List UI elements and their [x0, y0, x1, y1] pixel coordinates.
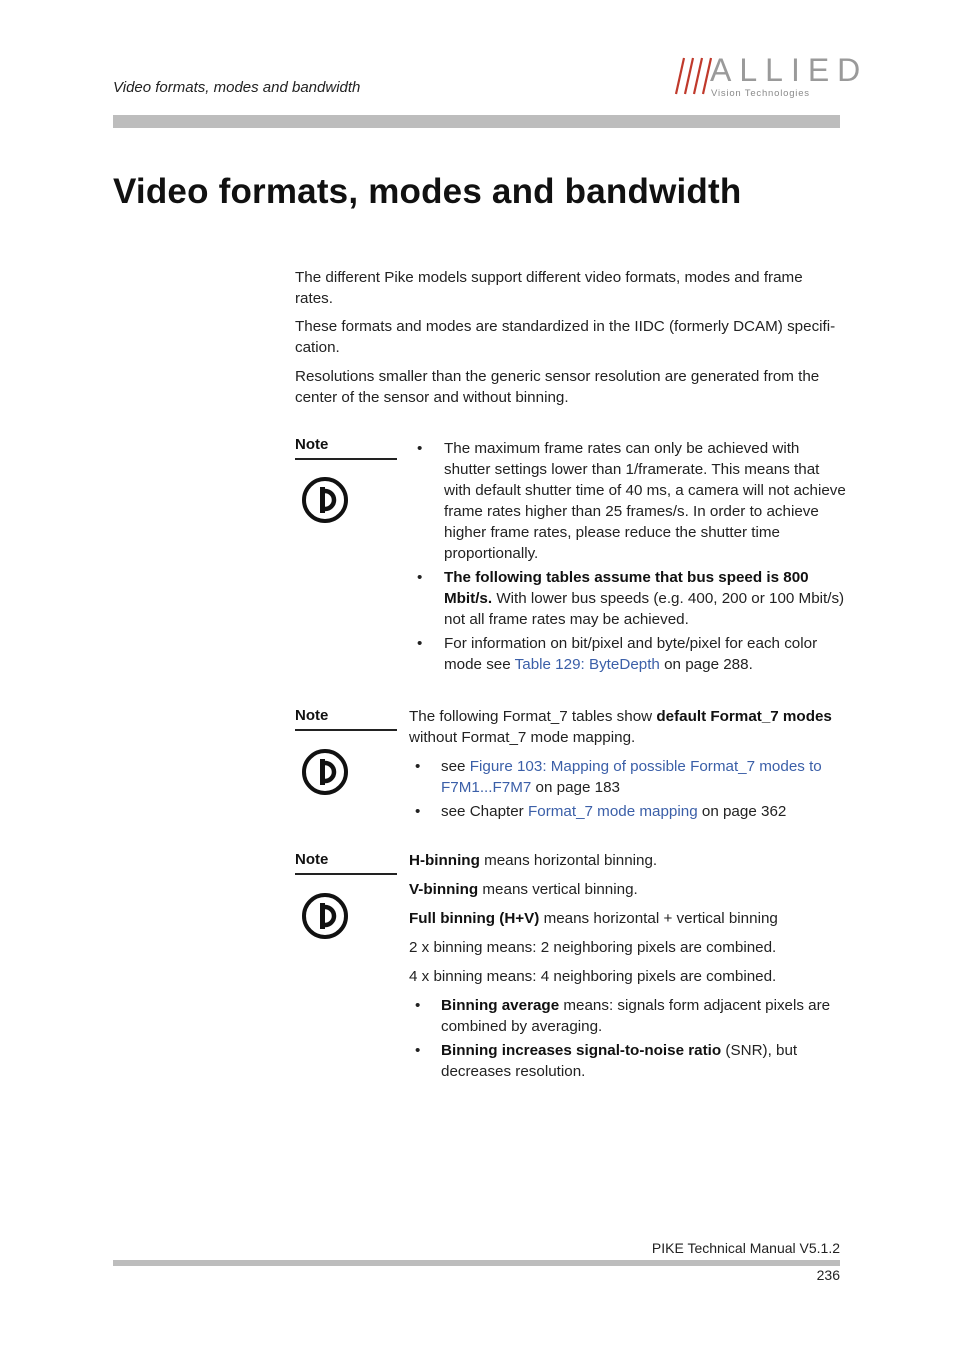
- link-figure-103[interactable]: Figure 103: Mapping of possible Format_7 modes to F7M1...F7M7: [441, 758, 822, 796]
- note-label: Note: [295, 851, 397, 875]
- logo-subtitle: Vision Technologies: [711, 88, 810, 99]
- note-3-line: Full binning (H+V) means horizontal + vertical binning: [409, 910, 778, 927]
- logo-slashes-icon: [668, 54, 712, 98]
- footer-rule: [113, 1260, 840, 1266]
- running-header: Video formats, modes and bandwidth: [113, 79, 361, 96]
- link-bytedepth-table[interactable]: Table 129: ByteDepth: [514, 656, 660, 673]
- note-3-body: [409, 850, 847, 1085]
- list-item: • For information on bit/pixel and byte/pixel for each color mode see Table 129: ByteDepth on page 288.: [409, 633, 847, 675]
- info-icon: [301, 476, 349, 524]
- note-3-line: 4 x binning means: 4 neighboring pixels are combined.: [409, 968, 777, 985]
- list-item: • The maximum frame rates can only be achieved with shutter settings lower than 1/framerate. This means that with default shutter time of 40 ms, a camera will not achieve frame rates higher than 25 frames/s. In order to achieve higher frame rates, please reduce the shutter time proportionally.: [409, 438, 847, 564]
- info-icon: [301, 748, 349, 796]
- link-format7-mapping[interactable]: Format_7 mode mapping: [527, 803, 698, 820]
- info-icon: [301, 892, 349, 940]
- intro-paragraph-2: These formats and modes are standardized in the IIDC (formerly DCAM) specifi-cation.: [295, 318, 836, 356]
- note-2-paragraph: The following Format_7 tables show default Format_7 modes without Format_7 mode mapping.: [409, 708, 832, 746]
- list-item: • see Chapter Format_7 mode mapping on page 362: [409, 801, 847, 822]
- note-3-line: V-binning means vertical binning.: [409, 881, 638, 898]
- list-item: • The following tables assume that bus speed is 800 Mbit/s. With lower bus speeds (e.g. 400, 200 or 100 Mbit/s) not all frame rates may be achieved.: [409, 567, 847, 630]
- header-rule: [113, 115, 840, 128]
- intro-paragraph-3: Resolutions smaller than the generic sensor resolution are generated from the center of the sensor and without binning.: [295, 368, 820, 406]
- note-1-body: [409, 438, 847, 678]
- note-3-line: H-binning means horizontal binning.: [409, 852, 658, 869]
- page-title: Video formats, modes and bandwidth: [113, 172, 742, 211]
- logo-word: ALLIED: [710, 52, 869, 88]
- intro-paragraph-1: The different Pike models support different video formats, modes and frame rates.: [295, 269, 803, 307]
- list-item: • Binning average means: signals form adjacent pixels are combined by averaging.: [409, 995, 847, 1037]
- list-item: • Binning increases signal-to-noise ratio (SNR), but decreases resolution.: [409, 1040, 847, 1082]
- allied-logo: [668, 52, 869, 100]
- list-item: • see Figure 103: Mapping of possible Format_7 modes to F7M1...F7M7 on page 183: [409, 756, 847, 798]
- note-label: Note: [295, 436, 397, 460]
- page-number: 236: [816, 1267, 840, 1283]
- footer-manual-title: PIKE Technical Manual V5.1.2: [651, 1240, 840, 1256]
- note-label: Note: [295, 707, 397, 731]
- note-2-body: [409, 706, 847, 825]
- note-3-line: 2 x binning means: 2 neighboring pixels are combined.: [409, 939, 777, 956]
